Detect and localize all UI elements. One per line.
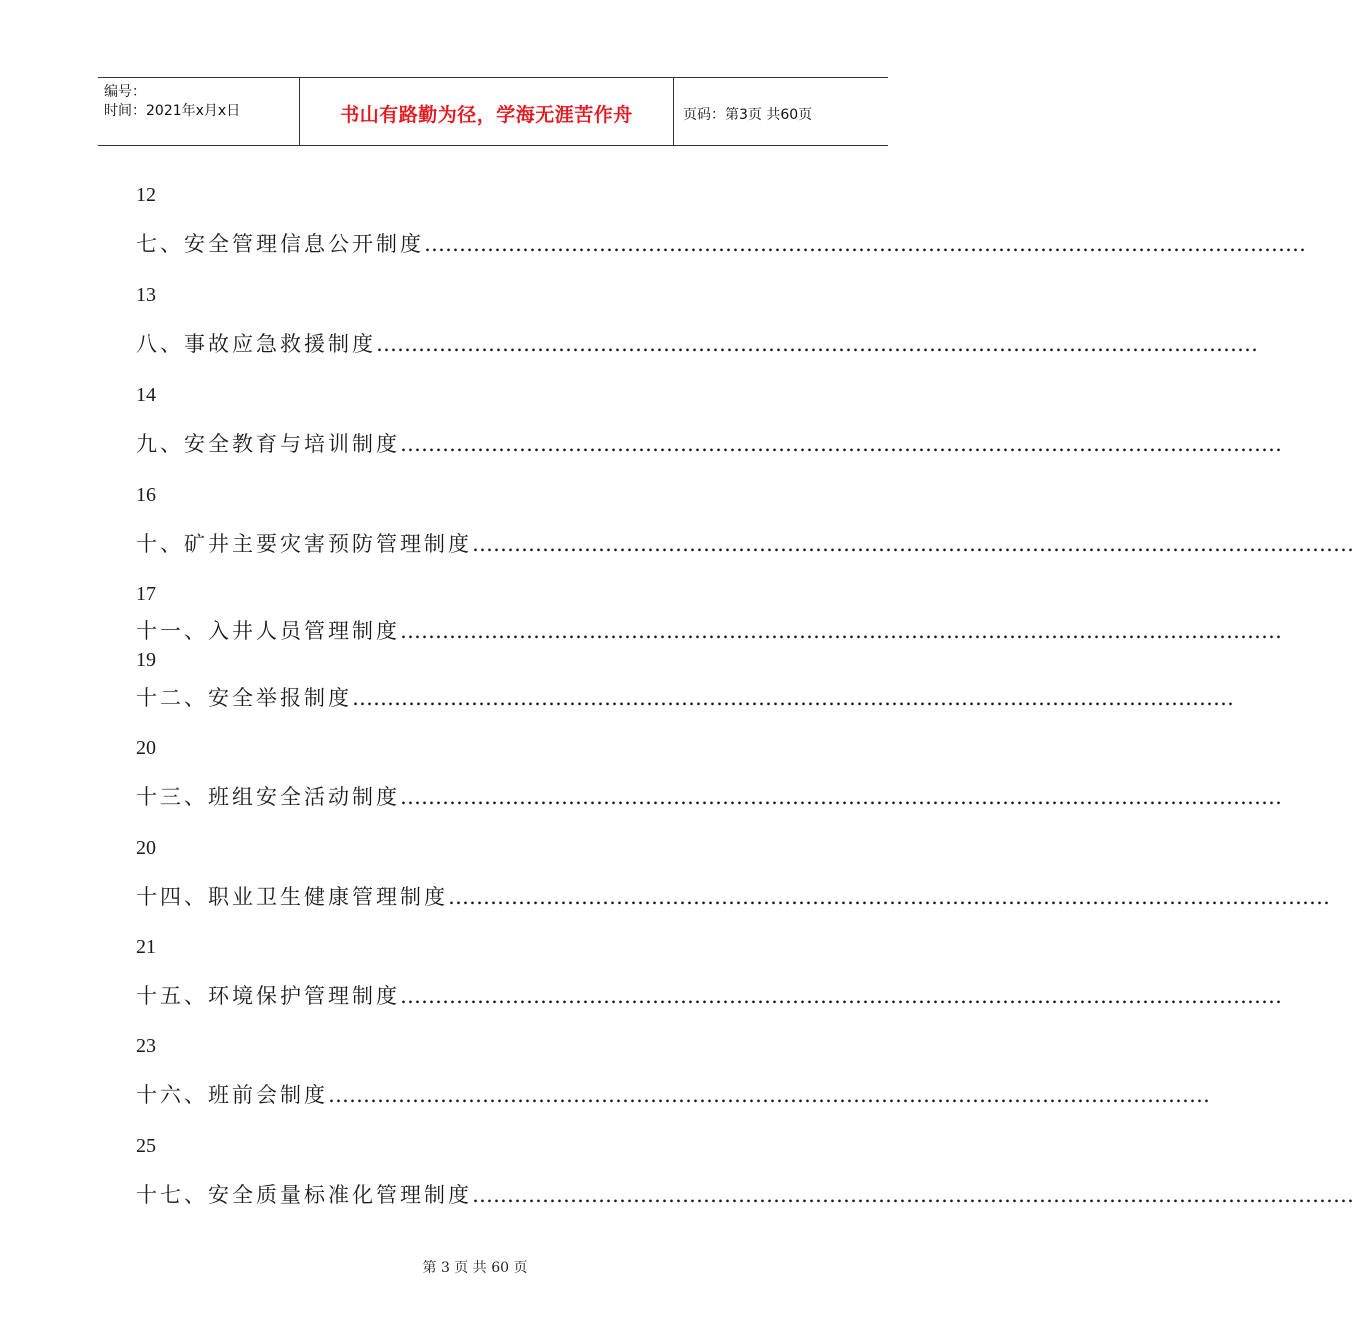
- toc-leader-dots: ………………………………………………………………………………………………………………: [328, 1083, 1210, 1107]
- toc-leader-dots: ………………………………………………………………………………………………………………: [400, 984, 1282, 1008]
- toc-page-number: 12: [136, 184, 156, 206]
- toc-leader-dots: ………………………………………………………………………………………………………………: [376, 332, 1258, 356]
- toc-entry-title: 十三、班组安全活动制度: [136, 785, 400, 809]
- toc-entry[interactable]: [136, 529, 1354, 559]
- toc-entry-title: 十四、职业卫生健康管理制度: [136, 885, 448, 909]
- doc-number-label: 编号：: [104, 84, 146, 100]
- toc-entry-title: 八、事故应急救援制度: [136, 332, 376, 356]
- toc-leader-dots: ………………………………………………………………………………………………………………: [352, 686, 1234, 710]
- header-page-cell: [674, 78, 888, 145]
- header-motto-cell: [300, 78, 674, 145]
- header-motto: 书山有路勤为径，学海无涯苦作舟: [340, 104, 633, 126]
- toc-entry-title: 十七、安全质量标准化管理制度: [136, 1183, 472, 1207]
- toc-entry-title: 十二、安全举报制度: [136, 686, 352, 710]
- toc-leader-dots: ………………………………………………………………………………………………………………: [424, 232, 1306, 256]
- toc-leader-dots: ………………………………………………………………………………………………………………: [472, 532, 1354, 556]
- toc-entry-title: 十五、环境保护管理制度: [136, 984, 400, 1008]
- toc-entry[interactable]: [136, 782, 1282, 812]
- toc-page-number: 20: [136, 737, 156, 759]
- toc-entry-title: 十、矿井主要灾害预防管理制度: [136, 532, 472, 556]
- toc-entry[interactable]: [136, 429, 1282, 459]
- page-footer: 第 3 页 共 60 页: [422, 1260, 528, 1276]
- toc-page-number: 13: [136, 284, 156, 306]
- header-page-label: 页码：第3页 共60页: [683, 107, 813, 123]
- toc-page-number: 21: [136, 936, 156, 958]
- toc-page-number: 17: [136, 583, 156, 605]
- toc-leader-dots: ………………………………………………………………………………………………………………: [472, 1183, 1354, 1207]
- toc-entry[interactable]: [136, 616, 1282, 646]
- toc-entry-title: 十一、入井人员管理制度: [136, 619, 400, 643]
- toc-entry-title: 七、安全管理信息公开制度: [136, 232, 424, 256]
- toc-entry[interactable]: [136, 229, 1306, 259]
- toc-leader-dots: ………………………………………………………………………………………………………………: [400, 785, 1282, 809]
- page-header: [98, 77, 888, 146]
- toc-leader-dots: ………………………………………………………………………………………………………………: [448, 885, 1330, 909]
- toc-entry[interactable]: [136, 981, 1282, 1011]
- toc-page-number: 16: [136, 484, 156, 506]
- toc-leader-dots: ………………………………………………………………………………………………………………: [400, 619, 1282, 643]
- toc-entry[interactable]: [136, 329, 1258, 359]
- header-meta-cell: [98, 78, 300, 145]
- toc-entry[interactable]: [136, 882, 1330, 912]
- toc-page-number: 25: [136, 1135, 156, 1157]
- toc-entry-title: 九、安全教育与培训制度: [136, 432, 400, 456]
- toc-leader-dots: ………………………………………………………………………………………………………………: [400, 432, 1282, 456]
- toc-page-number: 23: [136, 1035, 156, 1057]
- doc-time-label: 时间：2021年x月x日: [104, 103, 241, 119]
- toc-page-number: 19: [136, 649, 156, 671]
- toc-entry[interactable]: [136, 1080, 1210, 1110]
- toc-page-number: 14: [136, 384, 156, 406]
- toc-entry[interactable]: [136, 683, 1234, 713]
- toc-entry-title: 十六、班前会制度: [136, 1083, 328, 1107]
- toc-page-number: 20: [136, 837, 156, 859]
- toc-entry[interactable]: [136, 1180, 1354, 1210]
